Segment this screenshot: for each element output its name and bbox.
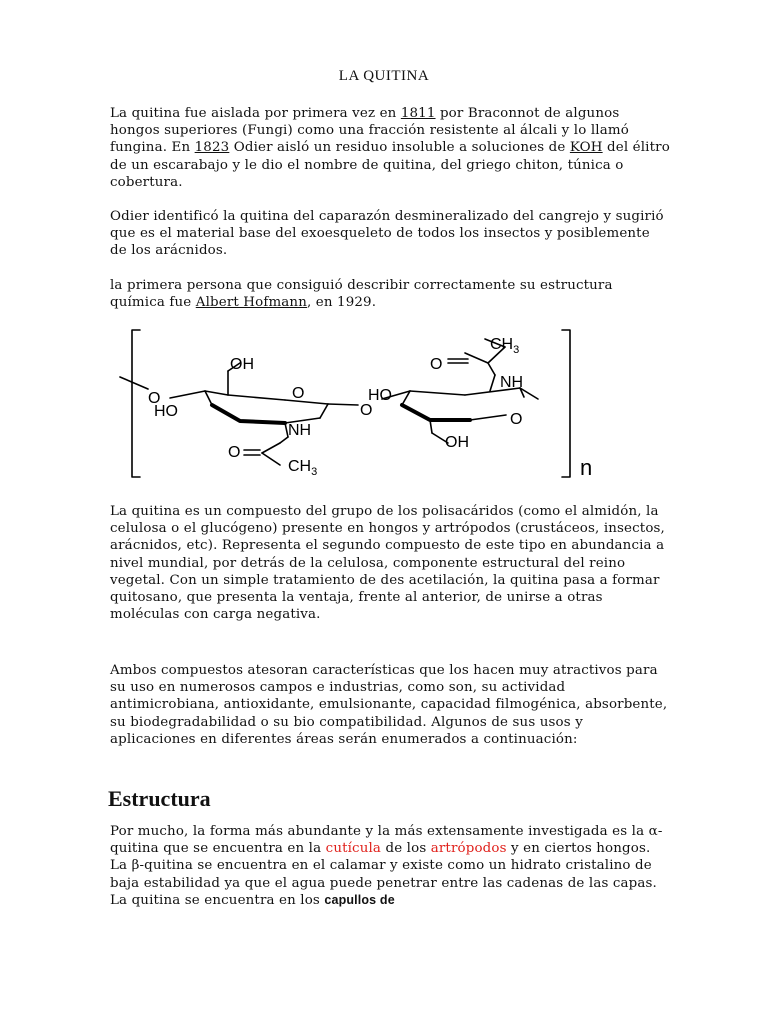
- paragraph-applications: Ambos compuestos atesoran características que los hacen muy atractivos para su uso en numerosos campos e industrias, como son, su actividad antimicrobiana, antioxidante, emulsionante, capacidad filmogénica, absorbente, su biodegradabilidad o su bio compatibilidad. Algunos de sus usos y aplicaciones en diferentes áreas serán enumerados a continuación:: [110, 663, 668, 747]
- label-o-ring2: O: [510, 411, 523, 428]
- label-o-carbonyl-left: O: [228, 444, 241, 461]
- text-run: Odier aisló un residuo insoluble a soluciones de: [229, 140, 570, 156]
- label-o-carbonyl-right: O: [430, 356, 443, 373]
- section-heading-estructura: Estructura: [108, 786, 211, 811]
- text-run: Por mucho, la forma más abundante y la más extensamente investigada es la α-quitina que se encuentra en la: [110, 824, 663, 857]
- label-nh-right: NH: [500, 374, 524, 391]
- chitin-structure-diagram: [110, 325, 610, 485]
- text-run: del élitro de un escarabajo y le dio el nombre de quitina, del griego chiton, túnica o cobertura.: [110, 140, 670, 190]
- paragraph-polysaccharide: La quitina es un compuesto del grupo de los polisacáridos (como el almidón, la celulosa o el glucógeno) presente en hongos y artrópodos (crustáceos, insectos, arácnidos, etc). Representa el segundo compuesto de este tipo en abundancia a nivel mundial, por detrás de la celulosa, componente estructural del reino vegetal. Con un simple tratamiento de des acetilación, la quitina pasa a formar quitosano, que presenta la ventaja, frente al anterior, de unirse a otras moléculas con carga negativa.: [110, 504, 665, 623]
- text-run: y en ciertos hongos. La β-quitina se encuentra en el calamar y existe como un hidrato cristalino de baja estabilidad ya que el agua puede penetrar entre las cadenas de las capas. La quitina se encuentra en los: [110, 841, 657, 908]
- text-run: de los: [381, 841, 431, 857]
- text-run: La quitina fue aislada por primera vez en: [110, 106, 401, 121]
- text-run: , en 1929.: [306, 295, 377, 311]
- label-ch3-left: $CH_3$: [288, 458, 318, 478]
- paragraph-hofmann: [110, 277, 670, 311]
- text-run-bold: capullos de: [324, 892, 395, 907]
- label-oh-top: OH: [230, 356, 254, 373]
- link-cuticula[interactable]: cutícula: [325, 841, 382, 857]
- link-1811[interactable]: 1811: [400, 106, 436, 121]
- link-albert-hofmann[interactable]: Albert Hofmann: [195, 295, 307, 311]
- label-repeat-n: n: [580, 455, 593, 480]
- paragraph-estructura: [110, 823, 670, 909]
- link-koh[interactable]: KOH: [569, 140, 603, 156]
- label-nh-left: NH: [288, 422, 312, 439]
- label-ho-left: HO: [154, 403, 178, 420]
- label-oh-bottom: OH: [445, 434, 469, 451]
- link-1823[interactable]: 1823: [194, 140, 230, 156]
- text-run: por Braconnot de algunos hongos superiores (Fungi) como una fracción resistente al álcali y lo llamó fungina. En: [110, 106, 629, 156]
- text-run: la primera persona que consiguió describir correctamente su estructura química fue: [110, 278, 613, 311]
- label-o-bridge: O: [360, 402, 373, 419]
- label-ho-right: HO: [368, 387, 392, 404]
- document-title: LA QUITINA: [338, 68, 430, 84]
- link-artropodos[interactable]: artrópodos: [430, 841, 507, 857]
- label-o-ring1: O: [292, 385, 305, 402]
- label-ch3-right: $CH_3$: [490, 336, 520, 356]
- paragraph-odier: Odier identificó la quitina del caparazón desmineralizado del cangrejo y sugirió que es el material base del exoesqueleto de todos los insectos y posiblemente de los arácnidos.: [110, 209, 664, 259]
- label-o-left: O: [148, 390, 161, 407]
- paragraph-history: [110, 105, 670, 191]
